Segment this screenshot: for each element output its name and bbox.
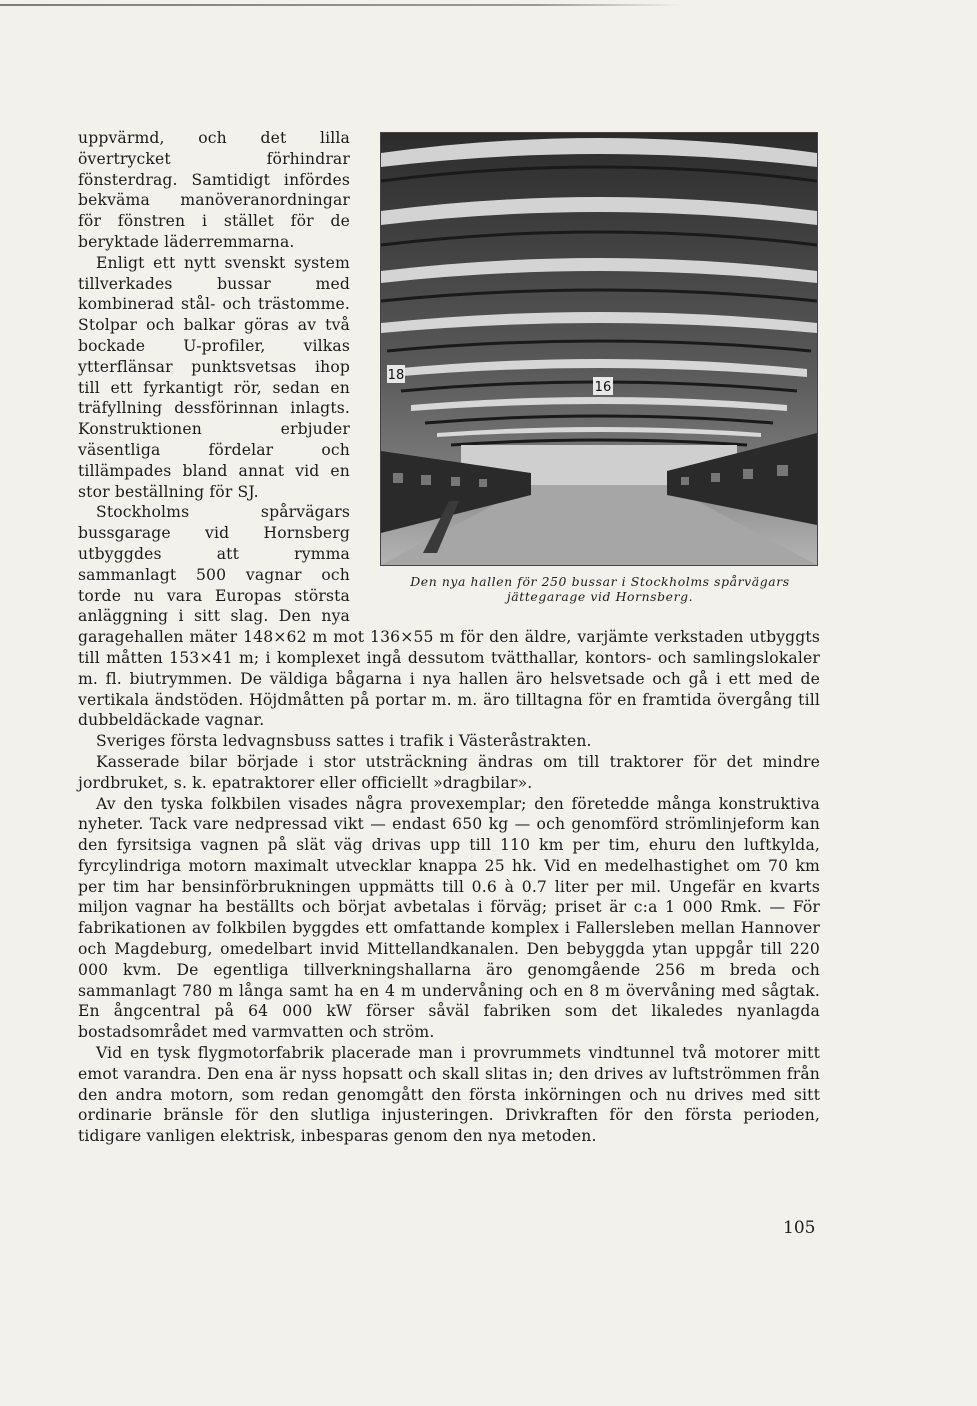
- paragraph-steel-wood-body: Enligt ett nytt svenskt system tillverkades bussar med kombinerad stål- och trästomme. Stolpar och balkar göras av två bockade U-profiler, vilkas ytterflänsar punktsvetsas ihop till ett fyrkantigt rör, sedan en träfyllning dessförinnan inlagts. Konstruktionen erbjuder väsentliga fördelar och tillämpades bland annat vid en stor beställning för SJ.: [78, 253, 350, 501]
- scan-edge-rule: [0, 4, 977, 6]
- photo-bus-garage-hall: [380, 132, 818, 566]
- paragraph-hornsberg-garage: Stockholms spårvägars bussgarage vid Hornsberg utbyggdes att rymma sammanlagt 500 vagnar och torde nu vara Europas största anläggning i sitt slag. Den nya garagehallen mäter 148×62 m mot 136×55 m för den äldre, varjämte verkstaden utbyggts till måtten 153×41 m; i komplexet ingå dessutom tvätthallar, kontors- och samlingslokaler m. fl. biutrymmen. De väldiga bågarna i nya hallen äro helsvetsade och gå i ett med de vertikala ändstöden. Höjdmåtten på portar m. m. äro tilltagna för en framtida övergång till dubbeldäckade vagnar.: [78, 503, 820, 730]
- bay-sign-18: 18: [387, 368, 405, 383]
- paragraph-articulated-bus: Sveriges första ledvagnsbuss sattes i trafik i Västeråstrakten.: [96, 732, 592, 751]
- page-number: 105: [783, 1218, 816, 1238]
- figure: [380, 132, 820, 604]
- paragraph-ventilation: uppvärmd, och det lilla övertrycket förhindrar fönsterdrag. Samtidigt infördes bekväma manöveranordningar för fönstren i stället för de beryktade läderremmarna.: [78, 129, 350, 251]
- paragraph-volkswagen: Av den tyska folkbilen visades några provexemplar; den företedde många konstruktiva nyheter. Tack vare nedpressad vikt — endast 650 kg — och genomförd strömlinjeform kan den fyrsitsiga vagnen på slät väg drivas upp till 110 km per tim, ehuru den luftkylda, fyrcylindriga motorn maximalt utvecklar knappa 25 hk. Vid en medelhastighet om 70 km per tim har bensinförbrukningen uppmätts till 0.6 à 0.7 liter per mil. Ungefär en kvarts miljon vagnar ha beställts och börjat avbetalas i förväg; priset är c:a 1 000 Rmk. — För fabrikationen av folkbilen byggdes ett omfattande komplex i Fallersleben mellan Hannover och Magdeburg, omedelbart invid Mittellandkanalen. Den bebyggda ytan uppgår till 220 000 kvm. De egentliga tillverkningshallarna äro genomgående 256 m breda och sammanlagt 780 m långa samt ha en 4 m undervåning och en 8 m övervåning med sågtak. En ångcentral på 64 000 kW förser såväl fabriken som det likaledes nyanlagda bostadsområdet med varmvatten och ström.: [78, 794, 820, 1042]
- figure-caption: Den nya hallen för 250 bussar i Stockholms spårvägars jättegarage vid Hornsberg.: [410, 574, 790, 604]
- paragraph-tractors: Kasserade bilar började i stor utsträckning ändras om till traktorer för det mindre jordbruket, s. k. epatraktorer eller officiellt »dragbilar».: [78, 752, 820, 792]
- bay-sign-16: 16: [594, 380, 612, 395]
- page-body: [78, 128, 820, 1147]
- paragraph-aero-engine: Vid en tysk flygmotorfabrik placerade man i provrummets vindtunnel två motorer mitt emot varandra. Den ena är nyss hopsatt och skall slitas in; den drives av luftströmmen från den andra motorn, som redan genomgått den första inkörningen och nu drives med sitt ordinarie bränsle för den slutliga injusteringen. Drivkraften för den första perioden, tidigare vanligen elektrisk, inbesparas genom den nya metoden.: [78, 1044, 820, 1146]
